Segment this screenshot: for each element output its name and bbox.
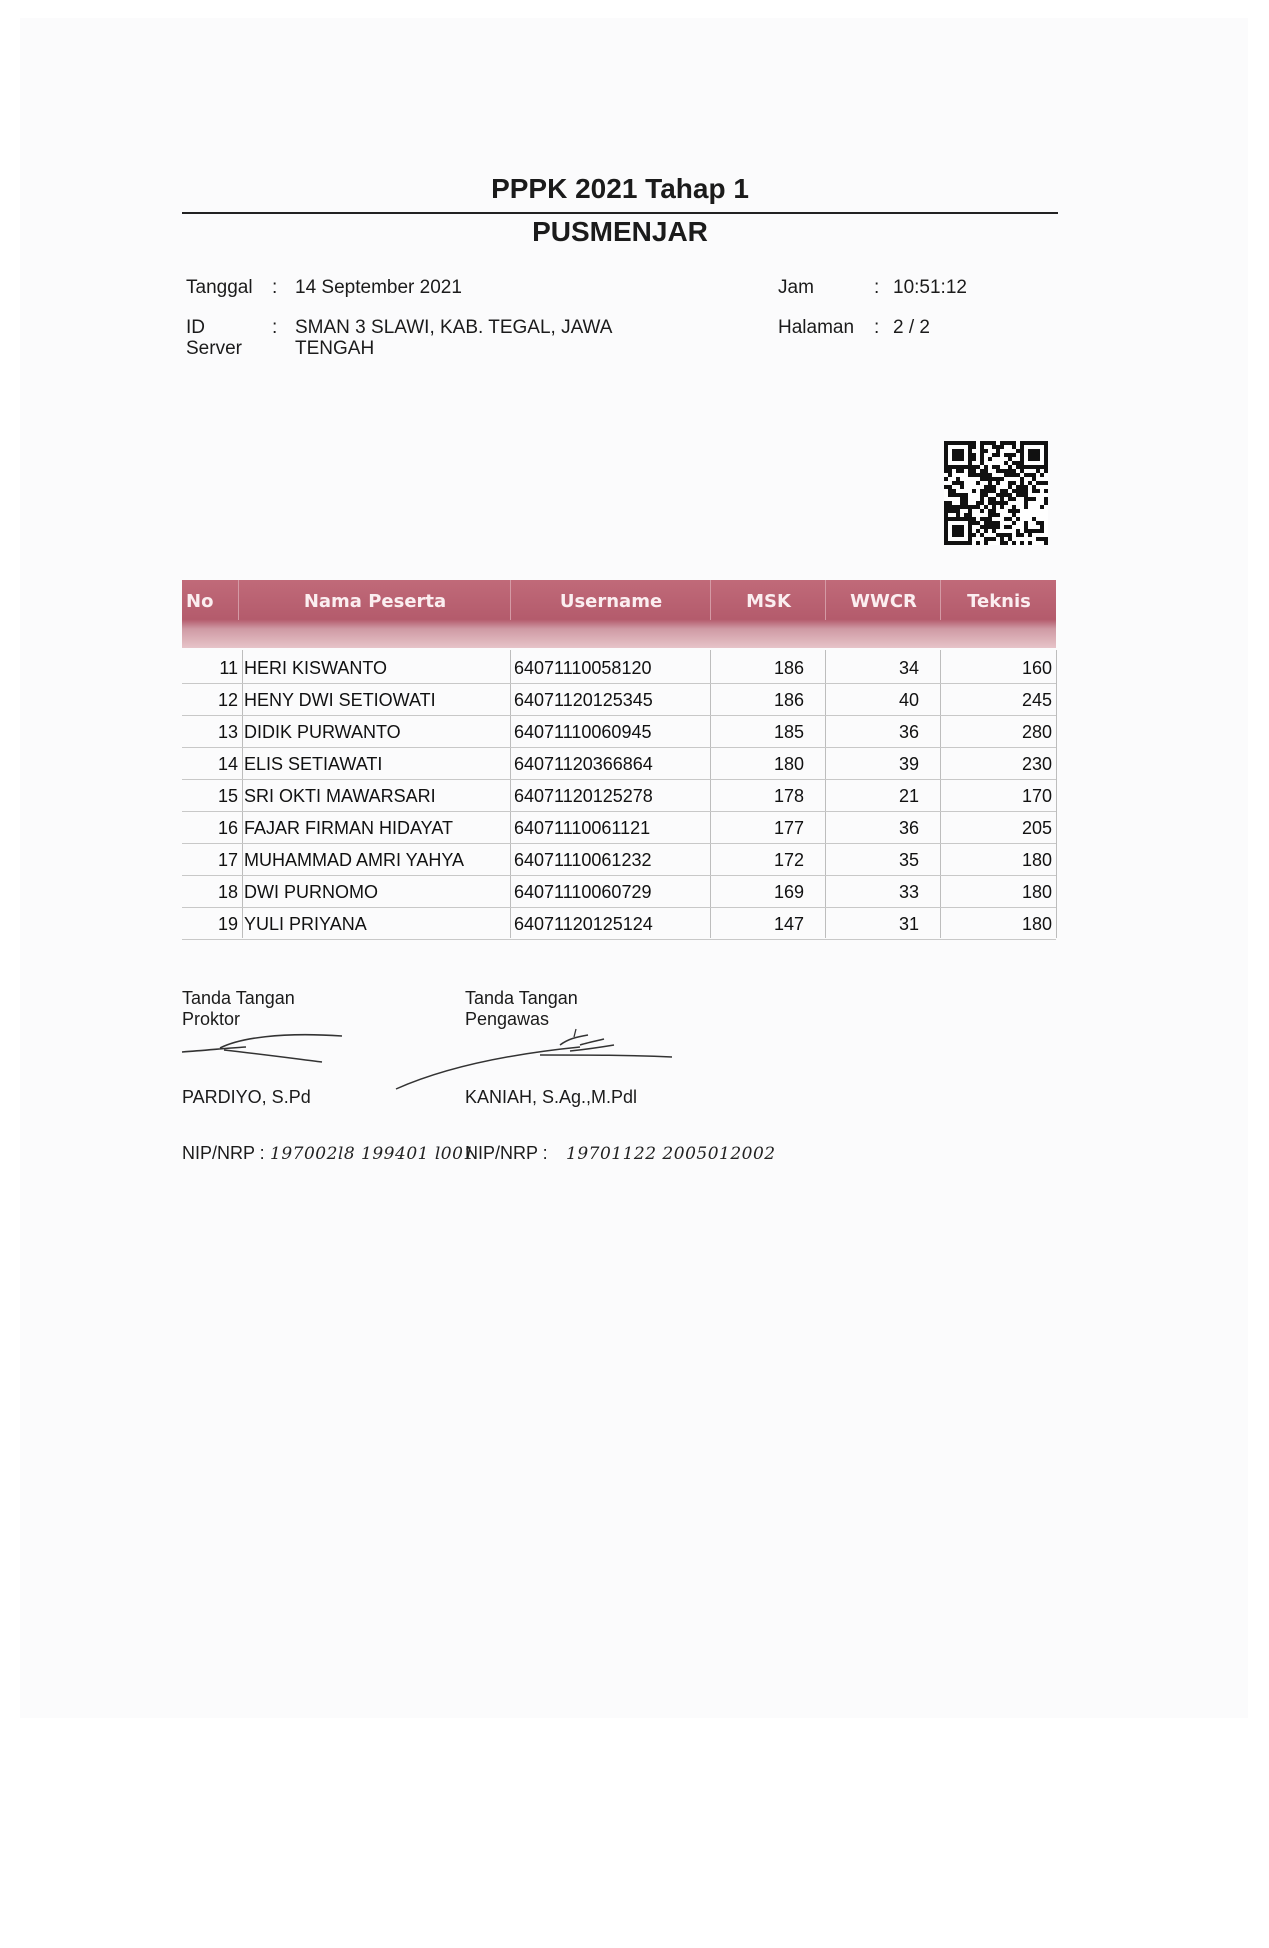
cell-teknis: 180	[1021, 882, 1052, 902]
cell-no: 16	[217, 818, 238, 838]
cell-username: 64071110060729	[514, 882, 652, 902]
table-row	[182, 812, 1056, 844]
cell-username: 64071120366864	[514, 754, 653, 774]
cell-no: 15	[217, 786, 238, 806]
cell-username: 64071110058120	[514, 658, 652, 678]
column-divider	[1056, 650, 1057, 938]
cell-username: 64071120125124	[514, 914, 653, 934]
tanggal-label: Tanggal	[186, 277, 253, 298]
pengawas-nip-label: NIP/NRP :	[465, 1143, 548, 1163]
cell-nama: MUHAMMAD AMRI YAHYA	[244, 850, 465, 870]
server-label: Server	[186, 338, 242, 359]
header-separator	[825, 580, 826, 620]
cell-no: 12	[217, 690, 238, 710]
table-row	[182, 908, 1056, 940]
cell-wwcr: 36	[898, 818, 919, 838]
cell-nama: YULI PRIYANA	[244, 914, 367, 934]
cell-username: 64071120125345	[514, 690, 653, 710]
cell-wwcr: 39	[898, 754, 919, 774]
table-row	[182, 844, 1056, 876]
column-header-no: No	[186, 591, 214, 612]
cell-nama: HERI KISWANTO	[244, 658, 388, 678]
cell-username: 64071110061121	[514, 818, 651, 838]
proktor-label-1: Tanda Tangan	[182, 988, 295, 1008]
jam-label: Jam	[778, 277, 814, 298]
cell-teknis: 170	[1021, 786, 1052, 806]
document-title: PPPK 2021 Tahap 1	[491, 173, 749, 204]
proktor-nip-handwritten: 197002l8 199401 l001	[270, 1144, 475, 1164]
cell-no: 17	[217, 850, 238, 870]
cell-msk: 177	[773, 818, 804, 838]
cell-nama: DWI PURNOMO	[244, 882, 378, 902]
table-row	[182, 876, 1056, 908]
row-divider	[182, 939, 1056, 940]
cell-nama: SRI OKTI MAWARSARI	[244, 786, 436, 806]
cell-msk: 186	[773, 690, 804, 710]
cell-teknis: 180	[1021, 914, 1052, 934]
cell-msk: 147	[773, 914, 804, 934]
proktor-signature-icon	[180, 1028, 350, 1068]
pengawas-nip-handwritten: 19701122 2005012002	[566, 1144, 776, 1164]
title-divider	[182, 212, 1058, 214]
header-separator	[710, 580, 711, 620]
proktor-nip-label: NIP/NRP :	[182, 1143, 265, 1163]
cell-msk: 172	[773, 850, 804, 870]
cell-username: 64071110060945	[514, 722, 652, 742]
cell-msk: 178	[773, 786, 804, 806]
cell-wwcr: 35	[898, 850, 919, 870]
column-header-msk: MSK	[746, 591, 791, 612]
server-value-line1: SMAN 3 SLAWI, KAB. TEGAL, JAWA	[295, 317, 613, 338]
cell-username: 64071120125278	[514, 786, 653, 806]
halaman-value: 2 / 2	[893, 317, 930, 338]
cell-msk: 180	[773, 754, 804, 774]
cell-username: 64071110061232	[514, 850, 652, 870]
cell-wwcr: 40	[898, 690, 919, 710]
table-row	[182, 748, 1056, 780]
column-header-wwcr: WWCR	[850, 591, 917, 612]
cell-msk: 186	[773, 658, 804, 678]
cell-msk: 185	[773, 722, 804, 742]
halaman-colon: :	[874, 317, 880, 338]
cell-wwcr: 33	[898, 882, 919, 902]
cell-wwcr: 21	[898, 786, 919, 806]
document-subtitle: PUSMENJAR	[532, 216, 708, 247]
header-separator	[940, 580, 941, 620]
cell-nama: HENY DWI SETIOWATI	[244, 690, 436, 710]
server-colon: :	[272, 317, 278, 338]
cell-wwcr: 36	[898, 722, 919, 742]
pengawas-label-1: Tanda Tangan	[465, 988, 578, 1008]
header-separator	[238, 580, 239, 620]
cell-no: 13	[217, 722, 238, 742]
table-row	[182, 780, 1056, 812]
table-row	[182, 684, 1056, 716]
tanggal-colon: :	[272, 277, 278, 298]
cell-no: 14	[217, 754, 238, 774]
header-separator	[510, 580, 511, 620]
cell-no: 11	[219, 658, 238, 678]
halaman-label: Halaman	[778, 317, 855, 338]
server-value-line2: TENGAH	[295, 338, 375, 359]
pengawas-name: KANIAH, S.Ag.,M.Pdl	[465, 1087, 638, 1107]
cell-msk: 169	[773, 882, 804, 902]
column-header-nama: Nama Peserta	[303, 591, 447, 612]
cell-teknis: 205	[1021, 818, 1052, 838]
cell-teknis: 230	[1021, 754, 1052, 774]
proktor-name: PARDIYO, S.Pd	[182, 1087, 311, 1107]
id-label: ID	[186, 317, 205, 338]
cell-wwcr: 31	[898, 914, 919, 934]
cell-teknis: 160	[1021, 658, 1052, 678]
cell-no: 18	[217, 882, 238, 902]
cell-nama: DIDIK PURWANTO	[244, 722, 401, 742]
cell-nama: FAJAR FIRMAN HIDAYAT	[244, 818, 454, 838]
column-header-username: Username	[559, 591, 663, 612]
column-header-teknis: Teknis	[967, 591, 1031, 612]
cell-no: 19	[217, 914, 238, 934]
cell-teknis: 180	[1021, 850, 1052, 870]
table-row	[182, 652, 1056, 684]
proktor-label-2: Proktor	[182, 1009, 241, 1029]
cell-teknis: 245	[1021, 690, 1052, 710]
tanggal-value: 14 September 2021	[295, 277, 462, 298]
pengawas-signature-icon	[390, 1025, 680, 1095]
cell-teknis: 280	[1021, 722, 1052, 742]
qr-code-icon	[944, 441, 1048, 545]
jam-value: 10:51:12	[893, 277, 967, 298]
table-row	[182, 716, 1056, 748]
pengawas-label-2: Pengawas	[465, 1009, 550, 1029]
cell-wwcr: 34	[898, 658, 919, 678]
jam-colon: :	[874, 277, 880, 298]
cell-nama: ELIS SETIAWATI	[244, 754, 383, 774]
